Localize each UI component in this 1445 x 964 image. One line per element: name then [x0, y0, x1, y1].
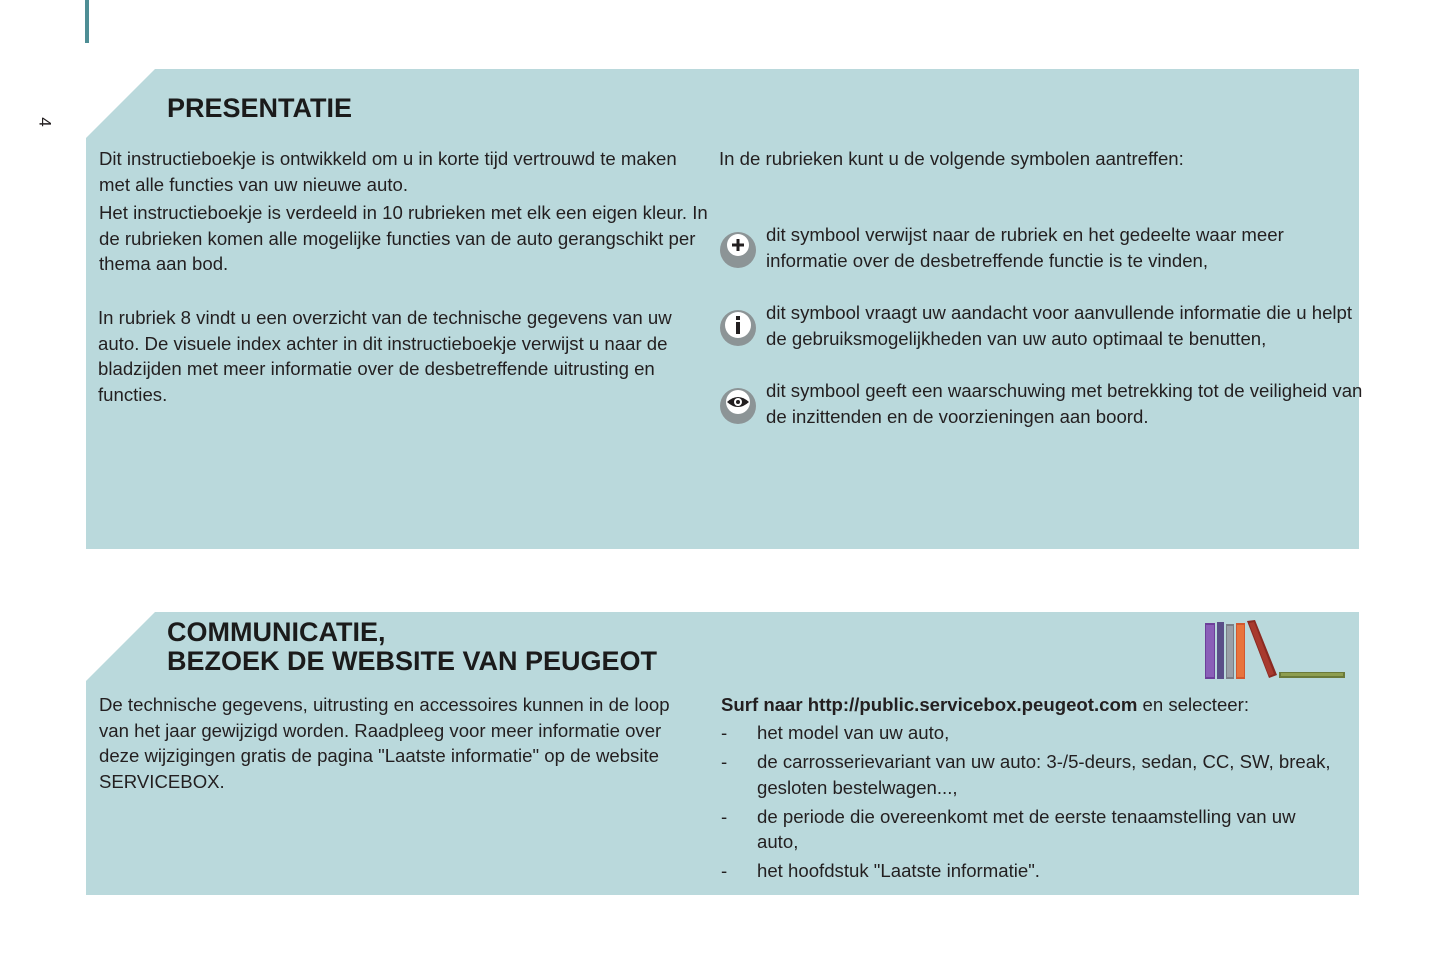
servicebox-instruction [721, 692, 1249, 718]
list-item-text: de periode die overeenkomt met de eerste tenaamstelling van uw auto, [757, 805, 1296, 852]
books-icon [1203, 619, 1347, 683]
symbol-text-plus: dit symbool verwijst naar de rubriek en het gedeelte waar meer informatie over de desbetreffende functie is te vinden, [766, 224, 1284, 271]
list-bullet: - [721, 751, 728, 772]
eye-icon [719, 387, 757, 425]
presentatie-paragraph-3: In rubriek 8 vindt u een overzicht van de technische gegevens van uw auto. De visuele index achter in dit instructieboekje verwijst u naar de bladzijden met meer informatie over de desbetreffende uitrusting en functies. [98, 307, 672, 405]
selection-list [721, 720, 1341, 887]
communicatie-title [167, 618, 657, 676]
list-bullet: - [721, 860, 728, 881]
symbol-text-eye: dit symbool geeft een waarschuwing met betrekking tot de veiligheid van de inzittenden en de voorzieningen aan boord. [766, 380, 1363, 427]
communicatie-paragraph: De technische gegevens, uitrusting en accessoires kunnen in de loop van het jaar gewijzigd worden. Raadpleeg voor meer informatie over deze wijzigingen gratis de pagina "Laatste informatie" op de website SERVICEBOX. [99, 694, 670, 792]
symbols-intro: In de rubrieken kunt u de volgende symbolen aantreffen: [719, 148, 1184, 169]
list-bullet: - [721, 805, 728, 827]
presentatie-paragraph-1: Dit instructieboekje is ontwikkeld om u in korte tijd vertrouwd te maken met alle functies van uw nieuwe auto. [99, 148, 677, 195]
list-item-text: het hoofdstuk "Laatste informatie". [757, 860, 1040, 881]
list-item [721, 804, 1341, 855]
presentatie-paragraph-2: Het instructieboekje is verdeeld in 10 rubrieken met elk een eigen kleur. In de rubrieken komen alle mogelijke functies van de auto gerangschikt per thema aan bod. [99, 202, 708, 274]
communicatie-title-line-2: BEZOEK DE WEBSITE VAN PEUGEOT [167, 646, 658, 676]
plus-icon [719, 231, 757, 269]
presentatie-title: PRESENTATIE [167, 93, 353, 123]
communicatie-title-line-1: COMMUNICATIE, [167, 617, 386, 647]
list-item [721, 858, 1341, 884]
page-edge-line [85, 0, 89, 43]
servicebox-url: Surf naar http://public.servicebox.peugeot.com [721, 694, 1138, 715]
list-item-text: de carrosserievariant van uw auto: 3-/5-deurs, sedan, CC, SW, break, gesloten bestelwagen..., [757, 751, 1331, 798]
page-number: 4 [35, 117, 55, 127]
list-item [721, 720, 1341, 746]
info-icon [719, 309, 757, 347]
list-item-text: het model van uw auto, [757, 722, 950, 743]
symbol-text-info: dit symbool vraagt uw aandacht voor aanvullende informatie die u helpt de gebruiksmogelijkheden van uw auto optimaal te benutten, [766, 302, 1353, 349]
list-item [721, 749, 1341, 800]
servicebox-suffix: en selecteer: [1137, 694, 1250, 715]
list-bullet: - [721, 722, 728, 743]
